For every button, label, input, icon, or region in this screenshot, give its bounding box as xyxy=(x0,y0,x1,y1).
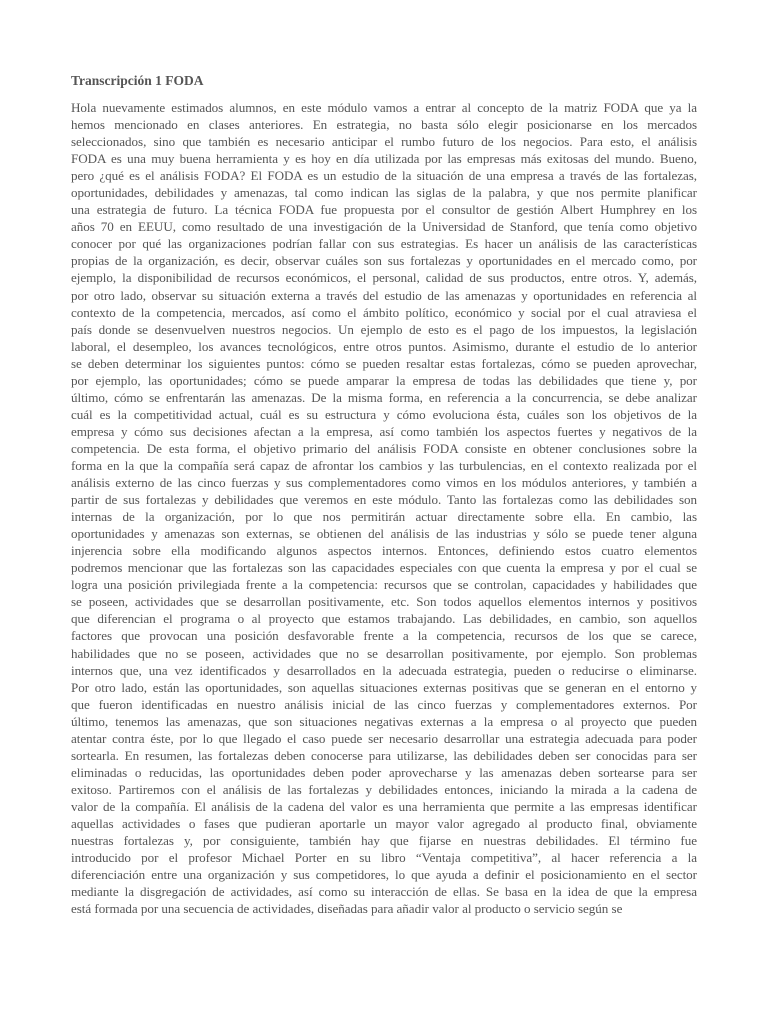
body-line: exitoso. Partiremos con el análisis de las fortalezas y debilidades entonces, iniciando la mirada a la cadena de xyxy=(71,781,697,797)
body-line: injerencia sobre ella modificando algunos aspectos internos. Entonces, definiendo estos cuatro elementos xyxy=(71,543,697,559)
body-line: último, cómo se enfrentarán las amenazas. De la misma forma, en referencia a la concurrencia, se debe analizar xyxy=(71,389,697,405)
body-line: partir de sus fortalezas y debilidades que veremos en este módulo. Tanto las fortalezas como las debilidades son xyxy=(71,492,697,508)
body-line: internas de la organización, por lo que nos permitirán actuar directamente sobre ella. En cambio, las xyxy=(71,509,697,525)
body-line: atentar contra éste, por lo que llegado el caso puede ser necesario desarrollar una estrategia adecuada para poder xyxy=(71,730,697,746)
document-body xyxy=(71,99,697,917)
body-line: propias de la organización, es decir, observar cuáles son sus fortalezas y oportunidades en el mercado como, por xyxy=(71,253,697,269)
body-line: introducido por el profesor Michael Porter en su libro “Ventaja competitiva”, al hacer referencia a la xyxy=(71,850,697,866)
body-line: mediante la disgregación de actividades, así como su interacción de ellas. Se basa en la idea de que la empresa xyxy=(71,884,697,900)
body-line: conocer por qué las organizaciones podrían fallar con sus estrategias. Es hacer un análisis de las características xyxy=(71,236,697,252)
body-line: valor de la compañía. El análisis de la cadena del valor es una herramienta que permite a las empresas identificar xyxy=(71,798,697,814)
body-line: por otro lado, observar su situación externa a través del estudio de las amenazas y oportunidades en referencia al xyxy=(71,287,697,303)
body-line: Hola nuevamente estimados alumnos, en este módulo vamos a entrar al concepto de la matriz FODA que ya la xyxy=(71,100,697,115)
body-line: se deben determinar los siguientes puntos: cómo se pueden resaltar estas fortalezas, cómo se pueden aprovechar, xyxy=(71,355,697,371)
body-line: logra una posición privilegiada frente a la competencia: recursos que se controlan, capacidades y habilidades que xyxy=(71,577,697,593)
body-line: podremos mencionar que las fortalezas son las capacidades especiales con que cuenta la empresa y por el cual se xyxy=(71,560,697,576)
body-line: sortearla. En resumen, las fortalezas deben conocerse para utilizarse, las debilidades deben ser conocidas para ser xyxy=(71,747,697,763)
body-line: internos que, una vez identificados y desarrollados en la adecuada estrategia, pueden o reducirse o eliminarse. xyxy=(71,662,697,678)
body-line: ejemplo, la disponibilidad de recursos económicos, el personal, calidad de sus productos, entre otros. Y, además, xyxy=(71,270,697,286)
body-line: oportunidades, debilidades y amenazas, tal como indican las siglas de la palabra, y que nos permite planificar xyxy=(71,185,697,201)
body-line: contexto de la competencia, mercados, así como el ámbito político, económico y social por el cual atraviesa el xyxy=(71,304,697,320)
body-line: eliminadas o reducidas, las oportunidades deben poder aprovecharse y las amenazas deben sortearse para ser xyxy=(71,764,697,780)
body-line: nuestras fortalezas y, por consiguiente, también hay que fijarse en nuestras debilidades. El término fue xyxy=(71,833,697,849)
body-line: una estrategia de futuro. La técnica FODA fue propuesta por el consultor de gestión Albert Humphrey en los xyxy=(71,202,697,218)
body-line: análisis externo de las cinco fuerzas y sus complementadores como vimos en los módulos anteriores, y también a xyxy=(71,475,697,491)
body-line: está formada por una secuencia de actividades, diseñadas para añadir valor al producto o servicio según se xyxy=(71,901,623,917)
body-line: Por otro lado, están las oportunidades, son aquellas situaciones externas positivas que se generan en el entorno y xyxy=(71,679,697,695)
body-line: se poseen, actividades que se desarrollan positivamente, etc. Son todos aquellos elementos internos y positivos xyxy=(71,594,697,610)
body-line: país donde se desenvuelven nuestros negocios. Un ejemplo de esto es el pago de los impuestos, la legislación xyxy=(71,321,697,337)
body-line: forma en la que la compañía será capaz de afrontar los cambios y las turbulencias, en el contexto realizada por el xyxy=(71,457,697,473)
body-line: habilidades que no se poseen, actividades que no se desarrollan positivamente, por ejemplo. Son problemas xyxy=(71,645,697,661)
document-title: Transcripción 1 FODA xyxy=(71,73,204,88)
body-line: FODA es una muy buena herramienta y es hoy en día utilizada por las empresas más exitosas del mundo. Bueno, xyxy=(71,151,697,167)
body-line: factores que provocan una posición desfavorable frente a la competencia, recursos de los que se carece, xyxy=(71,628,697,644)
body-line: seleccionados, sino que también es necesario anticipar el rumbo futuro de los negocios. Para esto, el análisis xyxy=(71,134,697,150)
body-line: pero ¿qué es el análisis FODA? El FODA es un estudio de la situación de una empresa a través de las fortalezas, xyxy=(71,168,697,184)
body-line: último, tenemos las amenazas, que son situaciones negativas externas a la empresa o al proyecto que pueden xyxy=(71,713,697,729)
body-line: hemos mencionado en clases anteriores. En estrategia, no basta sólo elegir posicionarse en los mercados xyxy=(71,117,697,133)
body-line: que diferencian el programa o al proyecto que estamos trabajando. Las debilidades, en cambio, son aquellos xyxy=(71,611,697,627)
body-line: diferenciación entre una organización y sus competidores, lo que ayuda a definir el posicionamiento en el sector xyxy=(71,867,697,883)
body-line: cuál es la competitividad actual, cuál es su estructura y cómo evoluciona ésta, cuáles son los objetivos de la xyxy=(71,406,697,422)
body-line: por ejemplo, las oportunidades; cómo se puede amparar la empresa de todas las debilidades que tiene y, por xyxy=(71,372,697,388)
body-line: años 70 en EEUU, como resultado de una investigación de la Universidad de Stanford, que tenía como objetivo xyxy=(71,219,697,235)
body-line: oportunidades y amenazas son externas, se obtienen del análisis de las industrias y sólo se puede tener alguna xyxy=(71,526,697,542)
body-line: empresa y cómo sus decisiones afectan a la empresa, así como también los aspectos fuertes y negativos de la xyxy=(71,423,697,439)
body-line: aquellas actividades o fases que pudieran aportarle un mayor valor agregado al producto final, obviamente xyxy=(71,815,697,831)
body-line: laboral, el desempleo, los avances tecnológicos, entre otros puntos. Asimismo, durante el estudio de lo anterior xyxy=(71,338,697,354)
body-line: competencia. De esta forma, el objetivo primario del análisis FODA consiste en obtener conclusiones sobre la xyxy=(71,440,697,456)
body-line: que fueron identificadas en nuestro análisis inicial de las cinco fuerzas y complementadores externos. Por xyxy=(71,696,697,712)
